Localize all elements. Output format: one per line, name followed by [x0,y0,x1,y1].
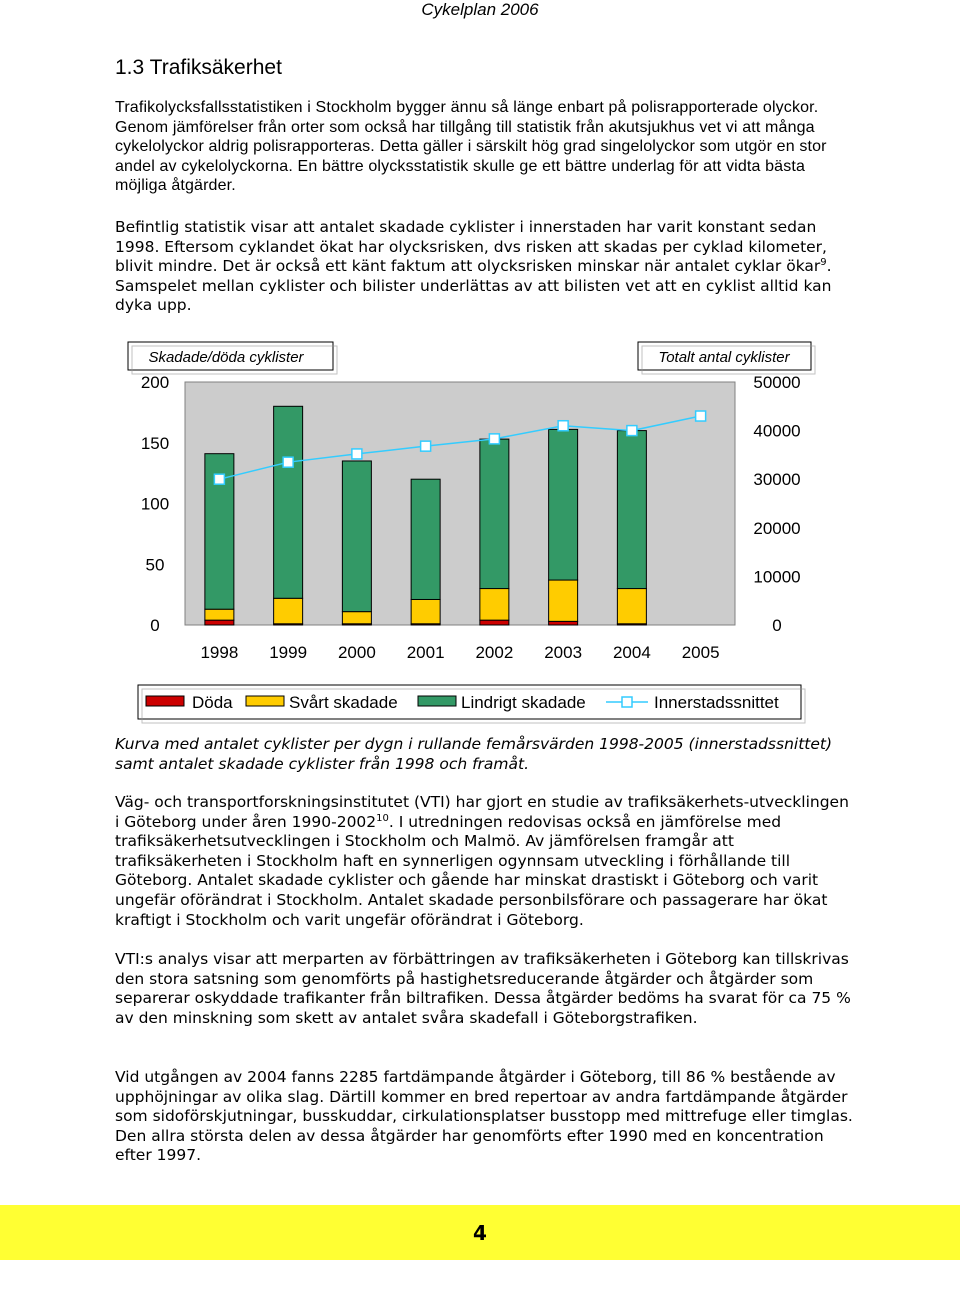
bar-lindrigt-skadade-2004 [617,431,646,589]
paragraph-3 [115,793,855,930]
x-tick-label-1999: 1999 [269,643,308,662]
bar-svårt-skadade-2000 [342,612,371,624]
paragraph-2-text: Befintlig statistik visar att antalet skadade cyklister i innerstaden har varit konstant sedan 1998. Eftersom cyklandet ökat har olycksrisken, dvs risken att skadas per cyklad kilometer, blivit mindre. Det är också ett känt faktum att olycksrisken minskar när antalet cyklar ökar [115,218,827,276]
paragraph-4: VTI:s analys visar att merparten av förbättringen av trafiksäkerheten i Göteborg kan tillskrivas den stora satsning som genomförts på hastighetsreducerande åtgärder och åtgärder som separerar oskyddade trafikanter från biltrafiken. Dessa åtgärder bedöms ha svarat för ca 75 % av den minskning som skett av antalet svåra skadefall i Göteborgstrafiken. [115,950,851,1027]
footer-bar [0,1205,960,1260]
legend-label-svårt-skadade: Svårt skadade [289,693,398,712]
legend-swatch-svårt-skadade [246,696,284,706]
right-axis-title: Totalt antal cyklister [658,349,790,366]
x-tick-label-2005: 2005 [681,643,720,662]
line-point-2004 [627,426,637,436]
bar-svårt-skadade-1998 [205,609,234,620]
left-tick-label: 100 [140,494,170,514]
chart-caption: Kurva med antalet cyklister per dygn i rullande femårsvärden 1998-2005 (innerstadssnittet) samt antalet skadade cyklister från 1998 och framåt. [115,735,833,773]
bar-svårt-skadade-2003 [549,580,578,621]
legend-swatch-döda [146,696,184,706]
right-tick-label: 50000 [753,373,801,392]
paragraph-5: Vid utgången av 2004 fanns 2285 fartdämpande åtgärder i Göteborg, till 86 % bestående av upphöjningar av olika slag. Därtill kommer en bred repertoar av andra fartdämpande åtgärder som sidoförskjutningar, busskuddar, cirkulationsplatser busstopp med mittrefuge eller timglas. Den allra största delen av dessa åtgärder har genomförts efter 1990 med en koncentration efter 1997. [115,1068,853,1165]
left-axis-title: Skadade/döda cyklister [148,349,304,366]
injury-chart [0,335,960,725]
right-tick-label: 40000 [753,421,801,441]
bar-lindrigt-skadade-1999 [274,406,303,598]
line-point-2005 [696,411,706,421]
paragraph-3-text-cont: . I utredningen redovisas också en jämförelse med trafiksäkerhetsutvecklingen i Stockholm och Malmö. Av jämförelsen framgår att trafiksäkerheten i Stockholm haft en synnerligen ogynnsam utveckling i förhållande till Göteborg. Antalet skadade cyklister och gående har minskat drastiskt i Göteborg och varit ungefär oförändrat i Stockholm. Antalet skadade personbilsförare och passagerare har ökat kraftigt i Stockholm och varit ungefär oförändrat i Göteborg. [115,812,828,929]
x-tick-label-2000: 2000 [337,643,376,662]
bar-svårt-skadade-2002 [480,589,509,621]
right-tick-label: 20000 [753,518,801,538]
paragraph-3-text: Väg- och transportforskningsinstitutet (VTI) har gjort en studie av trafiksäkerhets-utvecklingen i Göteborg under åren 1990-2002 [115,793,849,831]
right-tick-label: 30000 [753,470,801,490]
bar-svårt-skadade-2001 [411,599,440,623]
x-tick-label-1998: 1998 [200,643,239,662]
x-tick-label-2002: 2002 [475,643,514,662]
running-header: Cykelplan 2006 [421,0,539,19]
bar-svårt-skadade-1999 [274,598,303,624]
left-tick-label: 150 [140,433,170,453]
footnote-ref-9[interactable]: 9 [820,257,827,269]
legend-label-lindrigt-skadade: Lindrigt skadade [461,693,586,712]
line-point-2001 [421,441,431,451]
paragraph-2-text-cont: . Samspelet mellan cyklister och bilister underlättas av att bilisten vet att en cyklist alltid kan dyka upp. [115,257,832,315]
left-tick-label: 200 [140,373,170,392]
bar-döda-1998 [205,620,234,625]
page-number: 4 [473,1220,487,1245]
right-tick-label: 10000 [753,567,801,587]
chart-svg [0,335,960,725]
bar-lindrigt-skadade-2003 [549,429,578,580]
bar-döda-2002 [480,620,509,625]
x-tick-label-2004: 2004 [612,643,651,662]
line-point-2003 [558,421,568,431]
legend-swatch-lindrigt-skadade [418,696,456,706]
line-point-2000 [352,449,362,459]
line-point-1998 [214,474,224,484]
plot-area [185,382,735,625]
paragraph-2 [115,218,855,316]
x-tick-label-2001: 2001 [406,643,445,662]
paragraph-1: Trafikolycksfallsstatistiken i Stockholm bygger ännu så länge enbart på polisrapporterade olyckor. Genom jämförelser från orter som också har tillgång till statistik från akutsjukhus vet vi att många cykelolyckor aldrig polisrapporteras. Detta gäller i särskilt hög grad singelolyckor som utgör en stor andel av cykelolyckorna. En bättre olycksstatistik skulle ge ett bättre underlag för att vidta bästa möjliga åtgärder. [115,99,827,195]
bar-svårt-skadade-2004 [617,589,646,624]
legend-label-innerstadssnittet: Innerstadssnittet [654,693,779,712]
legend-label-döda: Döda [192,693,233,712]
left-tick-label: 50 [145,555,165,575]
bar-lindrigt-skadade-2002 [480,439,509,588]
section-title: 1.3 Trafiksäkerhet [115,56,282,79]
left-tick-label: 0 [150,616,160,635]
line-point-2002 [489,434,499,444]
right-tick-label: 0 [772,616,782,635]
bar-döda-2003 [549,621,578,625]
footnote-ref-10[interactable]: 10 [376,812,389,824]
bar-lindrigt-skadade-2001 [411,479,440,599]
legend-marker-innerstadssnittet [622,697,632,707]
x-tick-label-2003: 2003 [544,643,583,662]
line-point-1999 [283,457,293,467]
bar-lindrigt-skadade-2000 [342,461,371,612]
